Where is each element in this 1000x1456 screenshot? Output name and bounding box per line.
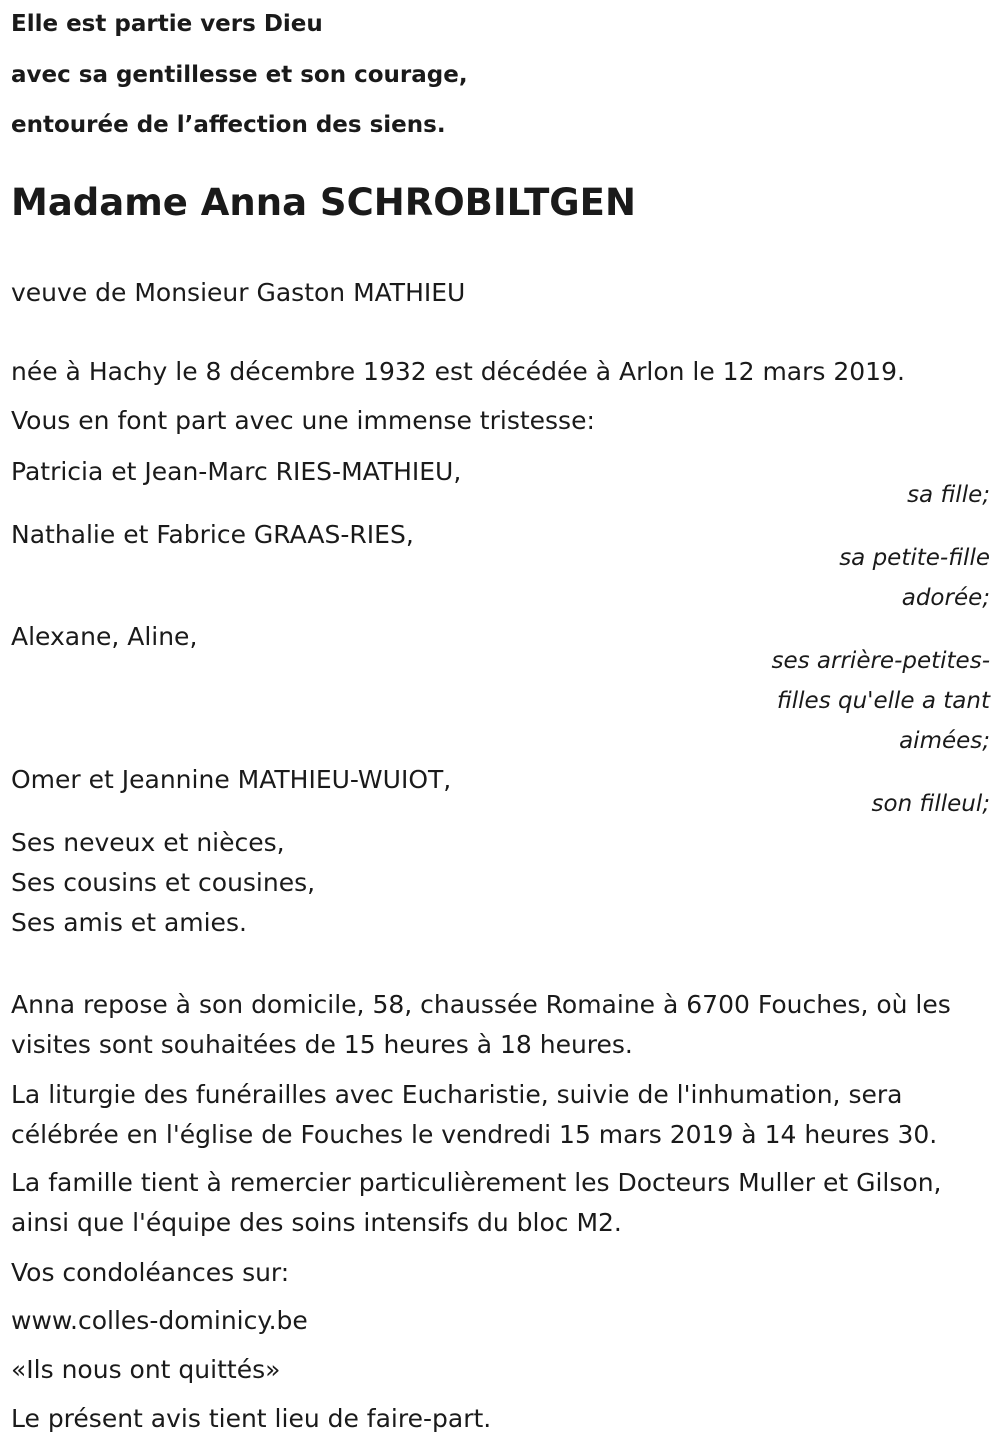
thanks-paragraph: La famille tient à remercier particulièrement les Docteurs Muller et Gilson, ainsi que l'équipe des soins intensifs du bloc M2. xyxy=(11,1168,942,1237)
family-relation-2 xyxy=(839,538,990,618)
liturgy-paragraph: La liturgie des funérailles avec Eucharistie, suivie de l'inhumation, sera célébrée en l'église de Fouches le vendredi 15 mars 2019 à 14 heures 30. xyxy=(11,1080,938,1149)
birth-death-line: née à Hachy le 8 décembre 1932 est décédée à Arlon le 12 mars 2019. xyxy=(11,357,905,386)
family-names-1: Patricia et Jean-Marc RIES-MATHIEU, xyxy=(11,457,462,486)
family-relation-4 xyxy=(872,784,990,824)
intro-line-1: Elle est partie vers Dieu xyxy=(11,11,323,37)
intro-line-2: avec sa gentillesse et son courage, xyxy=(11,62,468,88)
relation-line: son filleul; xyxy=(871,791,990,817)
others-line-2: Ses cousins et cousines, xyxy=(11,868,316,897)
announcement-line: Vous en font part avec une immense tristesse: xyxy=(11,406,595,435)
relation-line: sa fille; xyxy=(907,482,990,508)
relation-line: filles qu'elle a tant xyxy=(776,688,990,714)
family-names-2: Nathalie et Fabrice GRAAS-RIES, xyxy=(11,520,414,549)
intro-line-3: entourée de l’affection des siens. xyxy=(11,112,446,138)
family-relation-3 xyxy=(772,641,991,761)
family-relation-1 xyxy=(907,475,990,515)
deceased-name: Madame Anna SCHROBILTGEN xyxy=(11,181,636,224)
condolences-label: Vos condoléances sur: xyxy=(11,1258,290,1287)
relation-line: ses arrière-petites- xyxy=(771,648,990,674)
relation-line: adorée; xyxy=(901,585,990,611)
others-line-1: Ses neveux et nièces, xyxy=(11,828,285,857)
family-names-4: Omer et Jeannine MATHIEU-WUIOT, xyxy=(11,765,452,794)
spouse-line: veuve de Monsieur Gaston MATHIEU xyxy=(11,278,466,307)
relation-line: aimées; xyxy=(899,728,990,754)
notice-line: Le présent avis tient lieu de faire-part. xyxy=(11,1404,492,1433)
section-title: «Ils nous ont quittés» xyxy=(11,1355,281,1384)
family-names-3: Alexane, Aline, xyxy=(11,622,198,651)
others-line-3: Ses amis et amies. xyxy=(11,908,247,937)
website-link[interactable]: www.colles-dominicy.be xyxy=(11,1306,308,1335)
visit-paragraph: Anna repose à son domicile, 58, chaussée Romaine à 6700 Fouches, où les visites sont souhaitées de 15 heures à 18 heures. xyxy=(11,990,951,1059)
relation-line: sa petite-fille xyxy=(839,545,990,571)
